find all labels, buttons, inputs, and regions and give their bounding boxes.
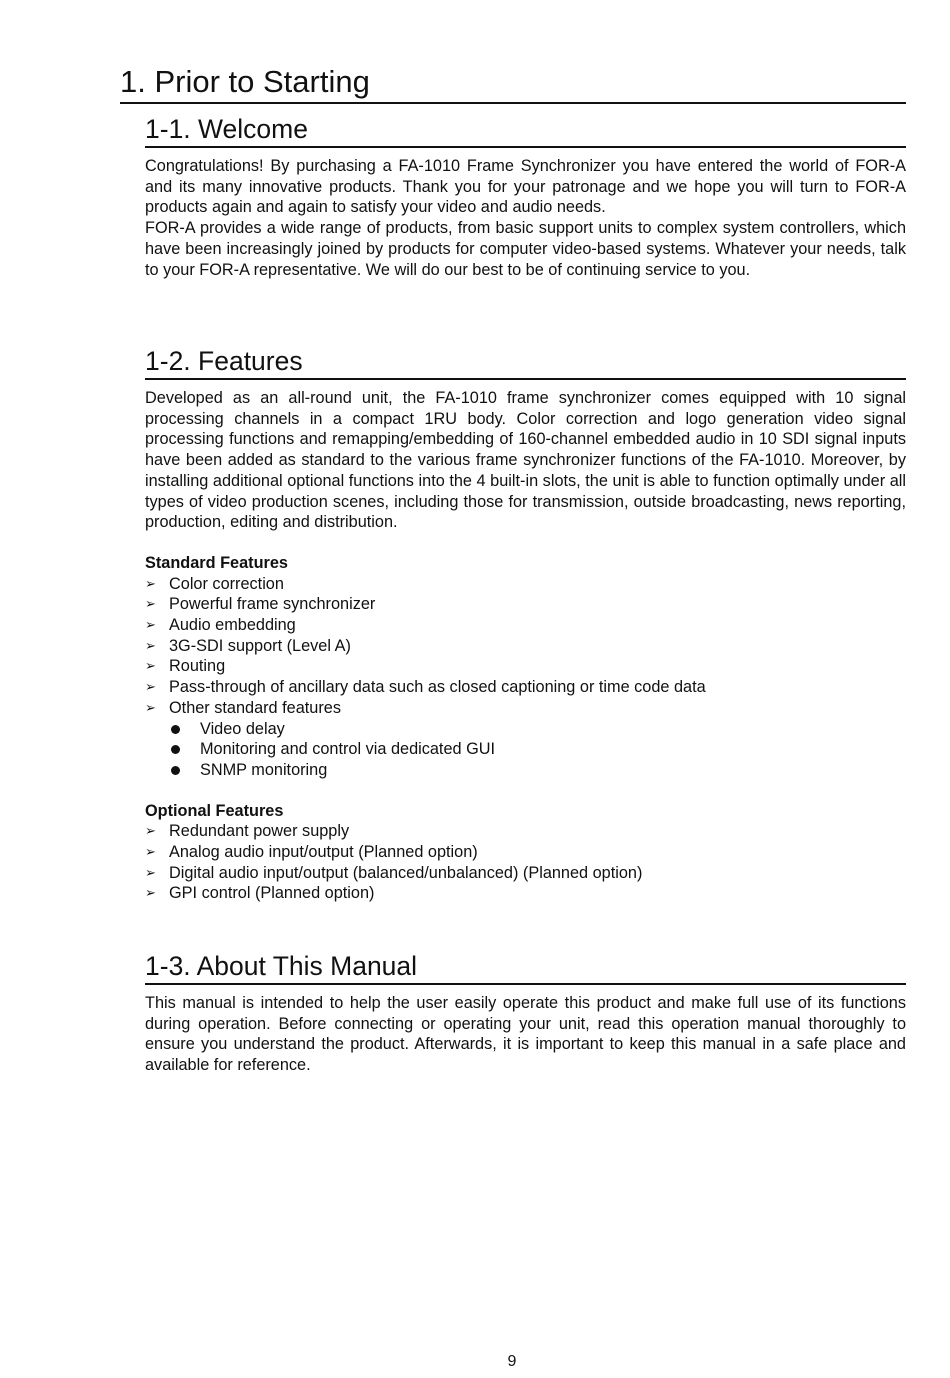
features-heading: 1-2. Features [145,345,906,380]
list-item [145,863,906,884]
list-item [145,656,906,677]
round-bullet-icon [171,766,180,775]
other-standard-features-list [145,719,906,781]
standard-features-heading: Standard Features [145,553,288,572]
arrow-bullet-icon: ➢ [145,637,156,653]
list-item [145,821,906,842]
arrow-bullet-icon: ➢ [145,617,156,633]
list-item-label: Monitoring and control via dedicated GUI [200,740,496,759]
arrow-bullet-icon: ➢ [145,596,156,612]
list-item-label: Other standard features [169,698,341,717]
list-item-label: Analog audio input/output (Planned option) [169,843,478,862]
arrow-bullet-icon: ➢ [145,658,156,674]
arrow-bullet-icon: ➢ [145,679,156,695]
arrow-bullet-icon: ➢ [145,864,156,880]
optional-features-heading: Optional Features [145,801,284,820]
list-item [145,636,906,657]
list-item [145,739,906,760]
optional-features-list [145,821,906,904]
manual-paragraph: This manual is intended to help the user easily operate this product and make full use of its functions during operation. Before connecting or operating your unit, read this operation manual thoroughly to ensure you understand the product. Afterwards, it is important to keep this manual in a safe place and available for reference. [145,994,906,1075]
list-item-label: Pass-through of ancillary data such as closed captioning or time code data [169,678,706,697]
list-item [145,594,906,615]
welcome-paragraph-2: FOR-A provides a wide range of products, from basic support units to complex system controllers, which have been increasingly joined by products for computer video-based systems. Whatever your needs, talk to your FOR-A representative. We will do our best to be of continuing service to you. [145,219,906,279]
welcome-heading: 1-1. Welcome [145,113,906,148]
list-item-label: Digital audio input/output (balanced/unbalanced) (Planned option) [169,863,643,882]
list-item-label: Video delay [200,719,285,738]
arrow-bullet-icon: ➢ [145,844,156,860]
welcome-section [145,113,906,280]
page-number: 9 [507,1353,517,1370]
features-intro: Developed as an all-round unit, the FA-1010 frame synchronizer comes equipped with 10 signal processing channels in a compact 1RU body. Color correction and logo generation video signal processing functions and remapping/embedding of 160-channel embedded audio in 10 SDI signal inputs have been added as standard to the various frame synchronizer functions of the FA-1010. Moreover, by installing additional optional functions into the 4 built-in slots, the unit is able to function optimally under all types of video production scenes, including those for transmission, outside broadcasting, news reporting, production, editing and distribution. [145,389,906,532]
arrow-bullet-icon: ➢ [145,699,156,715]
list-item [145,883,906,904]
list-item [145,698,906,719]
list-item-label: Redundant power supply [169,822,350,841]
manual-heading: 1-3. About This Manual [145,950,906,985]
list-item-label: GPI control (Planned option) [169,884,375,903]
list-item [145,677,906,698]
features-section [145,345,906,904]
welcome-paragraph-1: Congratulations! By purchasing a FA-1010 Frame Synchronizer you have entered the world of FOR-A and its many innovative products. Thank you for your patronage and we hope you will turn to FOR-A products again and again to satisfy your video and audio needs. [145,157,906,217]
list-item [145,615,906,636]
list-item-label: Audio embedding [169,616,296,635]
list-item-label: Powerful frame synchronizer [169,595,376,614]
list-item [145,574,906,595]
arrow-bullet-icon: ➢ [145,885,156,901]
arrow-bullet-icon: ➢ [145,575,156,591]
arrow-bullet-icon: ➢ [145,823,156,839]
list-item [145,719,906,740]
list-item [145,842,906,863]
list-item [145,760,906,781]
list-item-label: Routing [169,657,226,676]
list-item-label: SNMP monitoring [200,760,328,779]
round-bullet-icon [171,745,180,754]
manual-section [145,950,906,1076]
list-item-label: Color correction [169,574,284,593]
list-item-label: 3G-SDI support (Level A) [169,636,351,655]
chapter-title: 1. Prior to Starting [120,64,906,104]
standard-features-list [145,574,906,719]
round-bullet-icon [171,725,180,734]
